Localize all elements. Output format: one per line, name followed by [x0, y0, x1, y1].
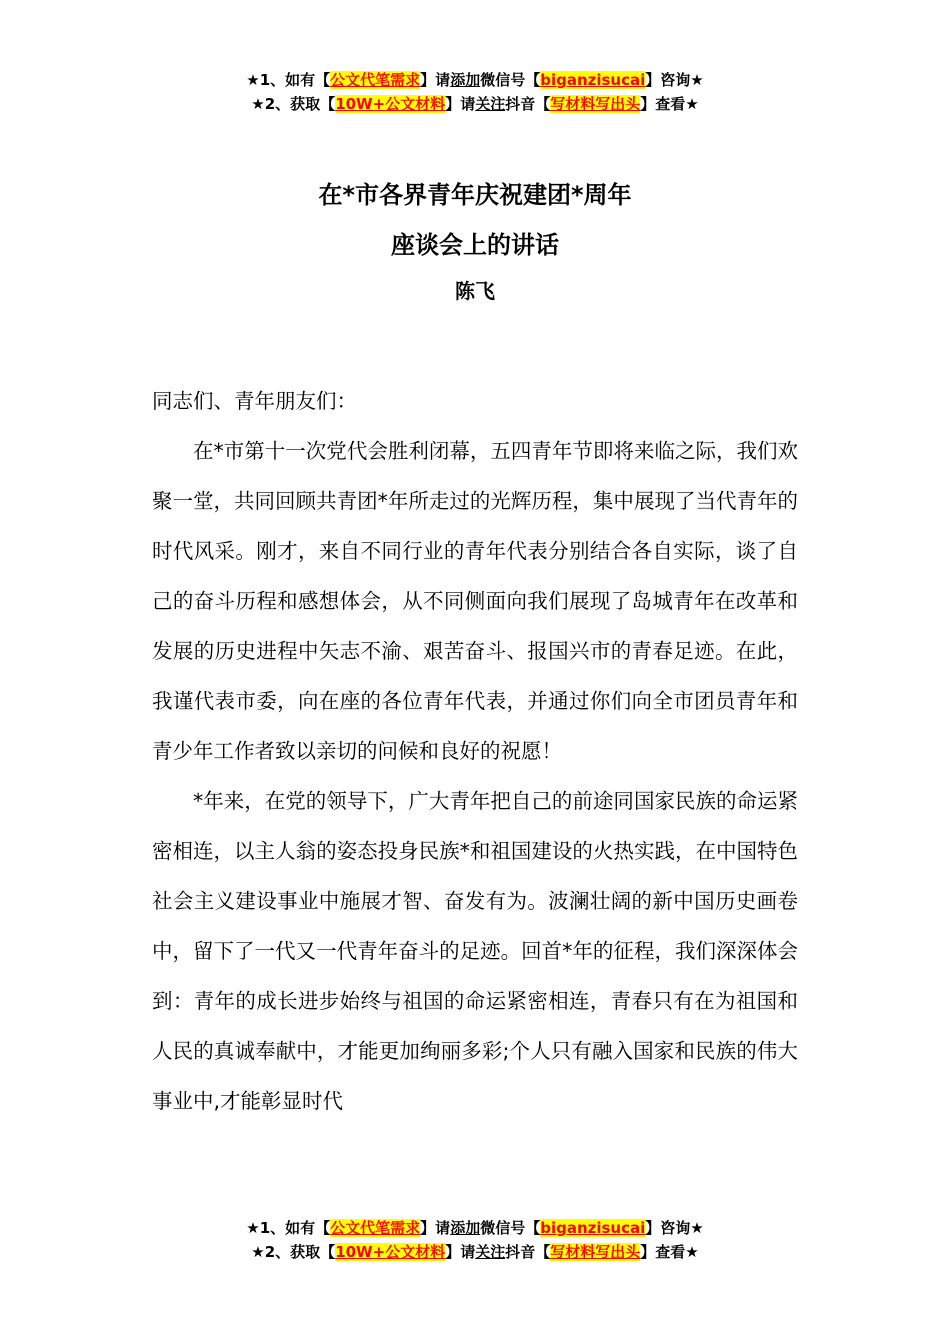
- banner-line-2: ★2、获取【10W+公文材料】请关注抖音【写材料写出头】查看★: [251, 95, 699, 113]
- banner-wechat-id: biganzisucai: [540, 71, 646, 89]
- banner-line-1: ★1、如有【公文代笔需求】请添加微信号【biganzisucai】咨询★: [246, 71, 704, 89]
- banner-douyin-id: 写材料写出头: [550, 1243, 641, 1261]
- header-banner: [0, 68, 950, 116]
- banner-highlight: 10W+公文材料: [335, 95, 446, 113]
- paragraph-1: 在*市第十一次党代会胜利闭幕，五四青年节即将来临之际，我们欢聚一堂，共同回顾共青团*年所走过的光辉历程，集中展现了当代青年的时代风采。刚才，来自不同行业的青年代表分别结合各自实际，谈了自己的奋斗历程和感想体会，从不同侧面向我们展现了岛城青年在改革和发展的历史进程中矢志不渝、艰苦奋斗、报国兴市的青春足迹。在此，我谨代表市委，向在座的各位青年代表，并通过你们向全市团员青年和青少年工作者致以亲切的问候和良好的祝愿！: [152, 439, 798, 763]
- document-author: 陈飞: [455, 279, 495, 303]
- footer-banner: [0, 1216, 950, 1264]
- document-title-line-2: 座谈会上的讲话: [391, 231, 559, 259]
- banner-douyin-id: 写材料写出头: [550, 95, 641, 113]
- paragraph-2: *年来，在党的领导下，广大青年把自己的前途同国家民族的命运紧密相连，以主人翁的姿态投身民族*和祖国建设的火热实践，在中国特色社会主义建设事业中施展才智、奋发有为。波澜壮阔的新中国历史画卷中，留下了一代又一代青年奋斗的足迹。回首*年的征程，我们深深体会到：青年的成长进步始终与祖国的命运紧密相连，青春只有在为祖国和人民的真诚奉献中，才能更加绚丽多彩;个人只有融入国家和民族的伟大事业中,才能彰显时代: [152, 789, 798, 1113]
- banner-line-2: ★2、获取【10W+公文材料】请关注抖音【写材料写出头】查看★: [251, 1243, 699, 1261]
- banner-highlight: 10W+公文材料: [335, 1243, 446, 1261]
- document-body: [152, 376, 798, 1126]
- document-title-block: [0, 170, 950, 312]
- banner-line-1: ★1、如有【公文代笔需求】请添加微信号【biganzisucai】咨询★: [246, 1219, 704, 1237]
- salutation: 同志们、青年朋友们：: [152, 389, 357, 413]
- banner-highlight: 公文代笔需求: [330, 1219, 421, 1237]
- banner-wechat-id: biganzisucai: [540, 1219, 646, 1237]
- document-title-line-1: 在*市各界青年庆祝建团*周年: [318, 181, 632, 209]
- banner-highlight: 公文代笔需求: [330, 71, 421, 89]
